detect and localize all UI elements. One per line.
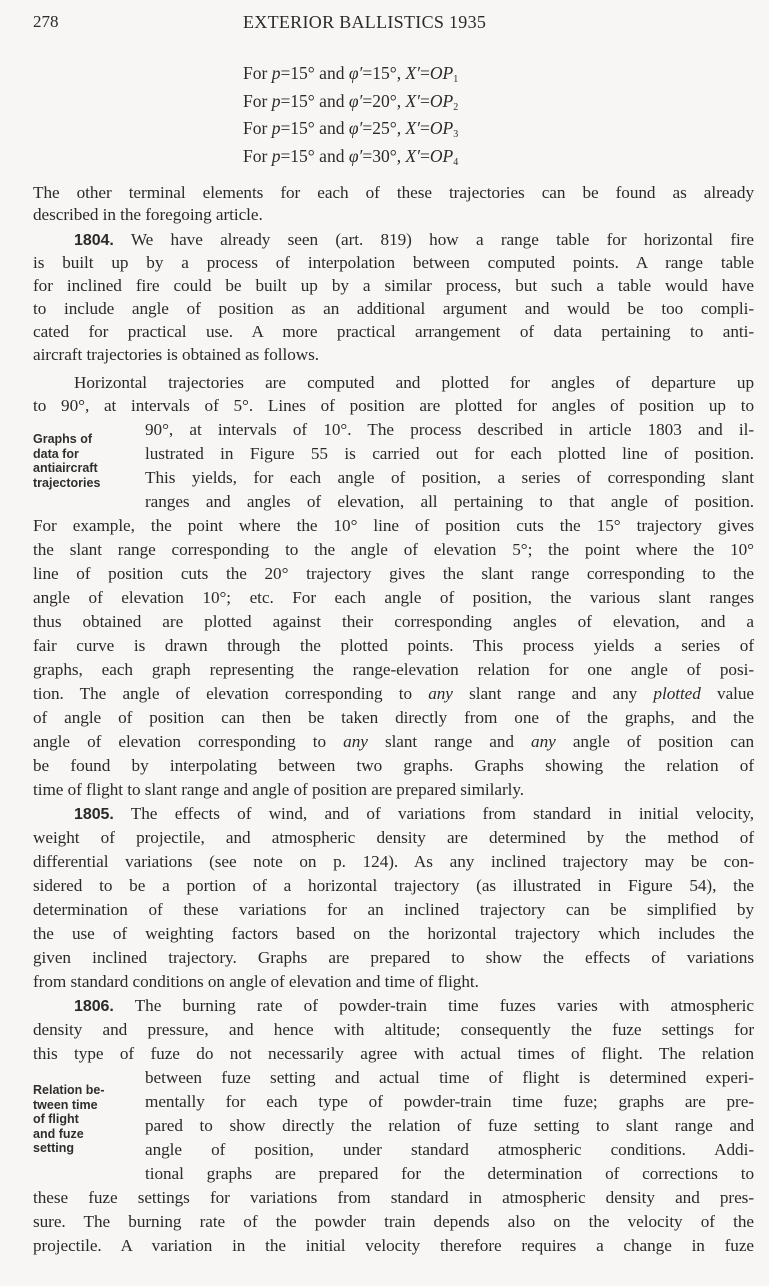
text-line: density and pressure, and hence with altitude; consequently the fuze settings for bbox=[33, 1020, 754, 1039]
text-line: Horizontal trajectories are computed and plotted for angles of departure up bbox=[74, 373, 754, 392]
article-number: 1805. bbox=[74, 806, 114, 823]
text-line: 90°, at intervals of 10°. The process described in article 1803 and il- bbox=[145, 420, 754, 439]
text-line: aircraft trajectories is obtained as follows. bbox=[33, 345, 320, 364]
text-line: described in the foregoing article. bbox=[33, 205, 263, 224]
text-line: line of position cuts the 20° trajectory gives the slant range corresponding to the bbox=[33, 564, 754, 583]
text-line: between fuze setting and actual time of flight is determined experi- bbox=[145, 1068, 754, 1087]
text-line: thus obtained are plotted against their corresponding angles of elevation, and a bbox=[33, 612, 754, 631]
page-number: 278 bbox=[33, 12, 59, 31]
equation-line: For p=15° and φ′=15°, $X'=OP_1$ bbox=[243, 63, 459, 85]
equation-line: For p=15° and φ′=25°, $X'=OP_3$ bbox=[243, 118, 459, 140]
text-line: the use of weighting factors based on the horizontal trajectory which includes the bbox=[33, 924, 754, 943]
text-line: the slant range corresponding to the angle of elevation 5°; the point where the 10° bbox=[33, 540, 754, 559]
text-line: is built up by a process of interpolation between computed points. A range table bbox=[33, 253, 754, 272]
text-line: projectile. A variation in the initial velocity therefore requires a change in fuze bbox=[33, 1236, 754, 1255]
equation-line: For p=15° and φ′=20°, $X'=OP_2$ bbox=[243, 90, 459, 113]
text-line: to include angle of position as an additional argument and would be too compli- bbox=[33, 299, 754, 318]
text-line: sidered to be a portion of a horizontal trajectory (as illustrated in Figure 54), the bbox=[33, 876, 754, 895]
text-line: pared to show directly the relation of fuze setting to slant range and bbox=[145, 1116, 754, 1135]
text-line: cated for practical use. A more practical arrangement of data pertaining to anti- bbox=[33, 322, 754, 341]
article-number: 1804. bbox=[74, 232, 114, 249]
text-line: determination of these variations for an inclined trajectory can be simplified by bbox=[33, 900, 754, 919]
paragraph-start-line: 1806. The burning rate of powder-train time fuzes varies with atmospheric bbox=[74, 996, 754, 1015]
running-title: EXTERIOR BALLISTICS 1935 bbox=[243, 12, 487, 32]
text-line: The other terminal elements for each of these trajectories can be found as already bbox=[33, 183, 754, 202]
article-number: 1806. bbox=[74, 998, 114, 1015]
text-line: sure. The burning rate of the powder train depends also on the velocity of the bbox=[33, 1212, 754, 1231]
text-line: differential variations (see note on p. 124). As any inclined trajectory may be con- bbox=[33, 852, 754, 871]
text-line: ranges and angles of elevation, all pertaining to that angle of position. bbox=[145, 492, 754, 511]
text-line: these fuze settings for variations from standard in atmospheric density and pres- bbox=[33, 1188, 754, 1207]
text-line: fair curve is drawn through the plotted points. This process yields a series of bbox=[33, 636, 754, 655]
text-line: angle of elevation 10°; etc. For each angle of position, the various slant ranges bbox=[33, 588, 754, 607]
text-line: of angle of position can then be taken directly from one of the graphs, and the bbox=[33, 708, 754, 727]
margin-note: Relation be- tween time of flight and fuze setting bbox=[33, 1083, 105, 1155]
text-line: lustrated in Figure 55 is carried out for each plotted line of position. bbox=[145, 444, 754, 463]
text-line: be found by interpolating between two graphs. Graphs showing the relation of bbox=[33, 756, 754, 775]
text-line: angle of position, under standard atmospheric conditions. Addi- bbox=[145, 1140, 754, 1159]
equation-block bbox=[243, 63, 458, 173]
text-line: For example, the point where the 10° line of position cuts the 15° trajectory gives bbox=[33, 516, 754, 535]
text-line: from standard conditions on angle of elevation and time of flight. bbox=[33, 972, 479, 991]
text-line: time of flight to slant range and angle of position are prepared similarly. bbox=[33, 780, 525, 799]
text-line: This yields, for each angle of position, a series of corresponding slant bbox=[145, 468, 754, 487]
text-line: weight of projectile, and atmospheric density are determined by the method of bbox=[33, 828, 754, 847]
text-line: to 90°, at intervals of 5°. Lines of position are plotted for angles of position up to bbox=[33, 396, 754, 415]
paragraph-start-line: 1805. The effects of wind, and of variations from standard in initial velocity, bbox=[74, 804, 754, 823]
text-line: given inclined trajectory. Graphs are prepared to show the effects of variations bbox=[33, 948, 754, 967]
paragraph-start-line: 1804. We have already seen (art. 819) how a range table for horizontal fire bbox=[74, 230, 754, 249]
text-line: tional graphs are prepared for the determination of corrections to bbox=[145, 1164, 754, 1183]
equation-line: For p=15° and φ′=30°, $X'=OP_4$ bbox=[243, 145, 459, 168]
text-line: graphs, each graph representing the range-elevation relation for one angle of posi- bbox=[33, 660, 754, 679]
text-line: angle of elevation corresponding to any slant range and any angle of position can bbox=[33, 732, 754, 751]
text-line: tion. The angle of elevation corresponding to any slant range and any plotted value bbox=[33, 684, 754, 703]
text-line: this type of fuze do not necessarily agree with actual times of flight. The relation bbox=[33, 1044, 754, 1063]
margin-note: Graphs of data for antiaircraft trajectories bbox=[33, 432, 101, 490]
text-line: for inclined fire could be built up by a similar process, but such a table would have bbox=[33, 276, 754, 295]
text-line: mentally for each type of powder-train time fuze; graphs are pre- bbox=[145, 1092, 754, 1111]
